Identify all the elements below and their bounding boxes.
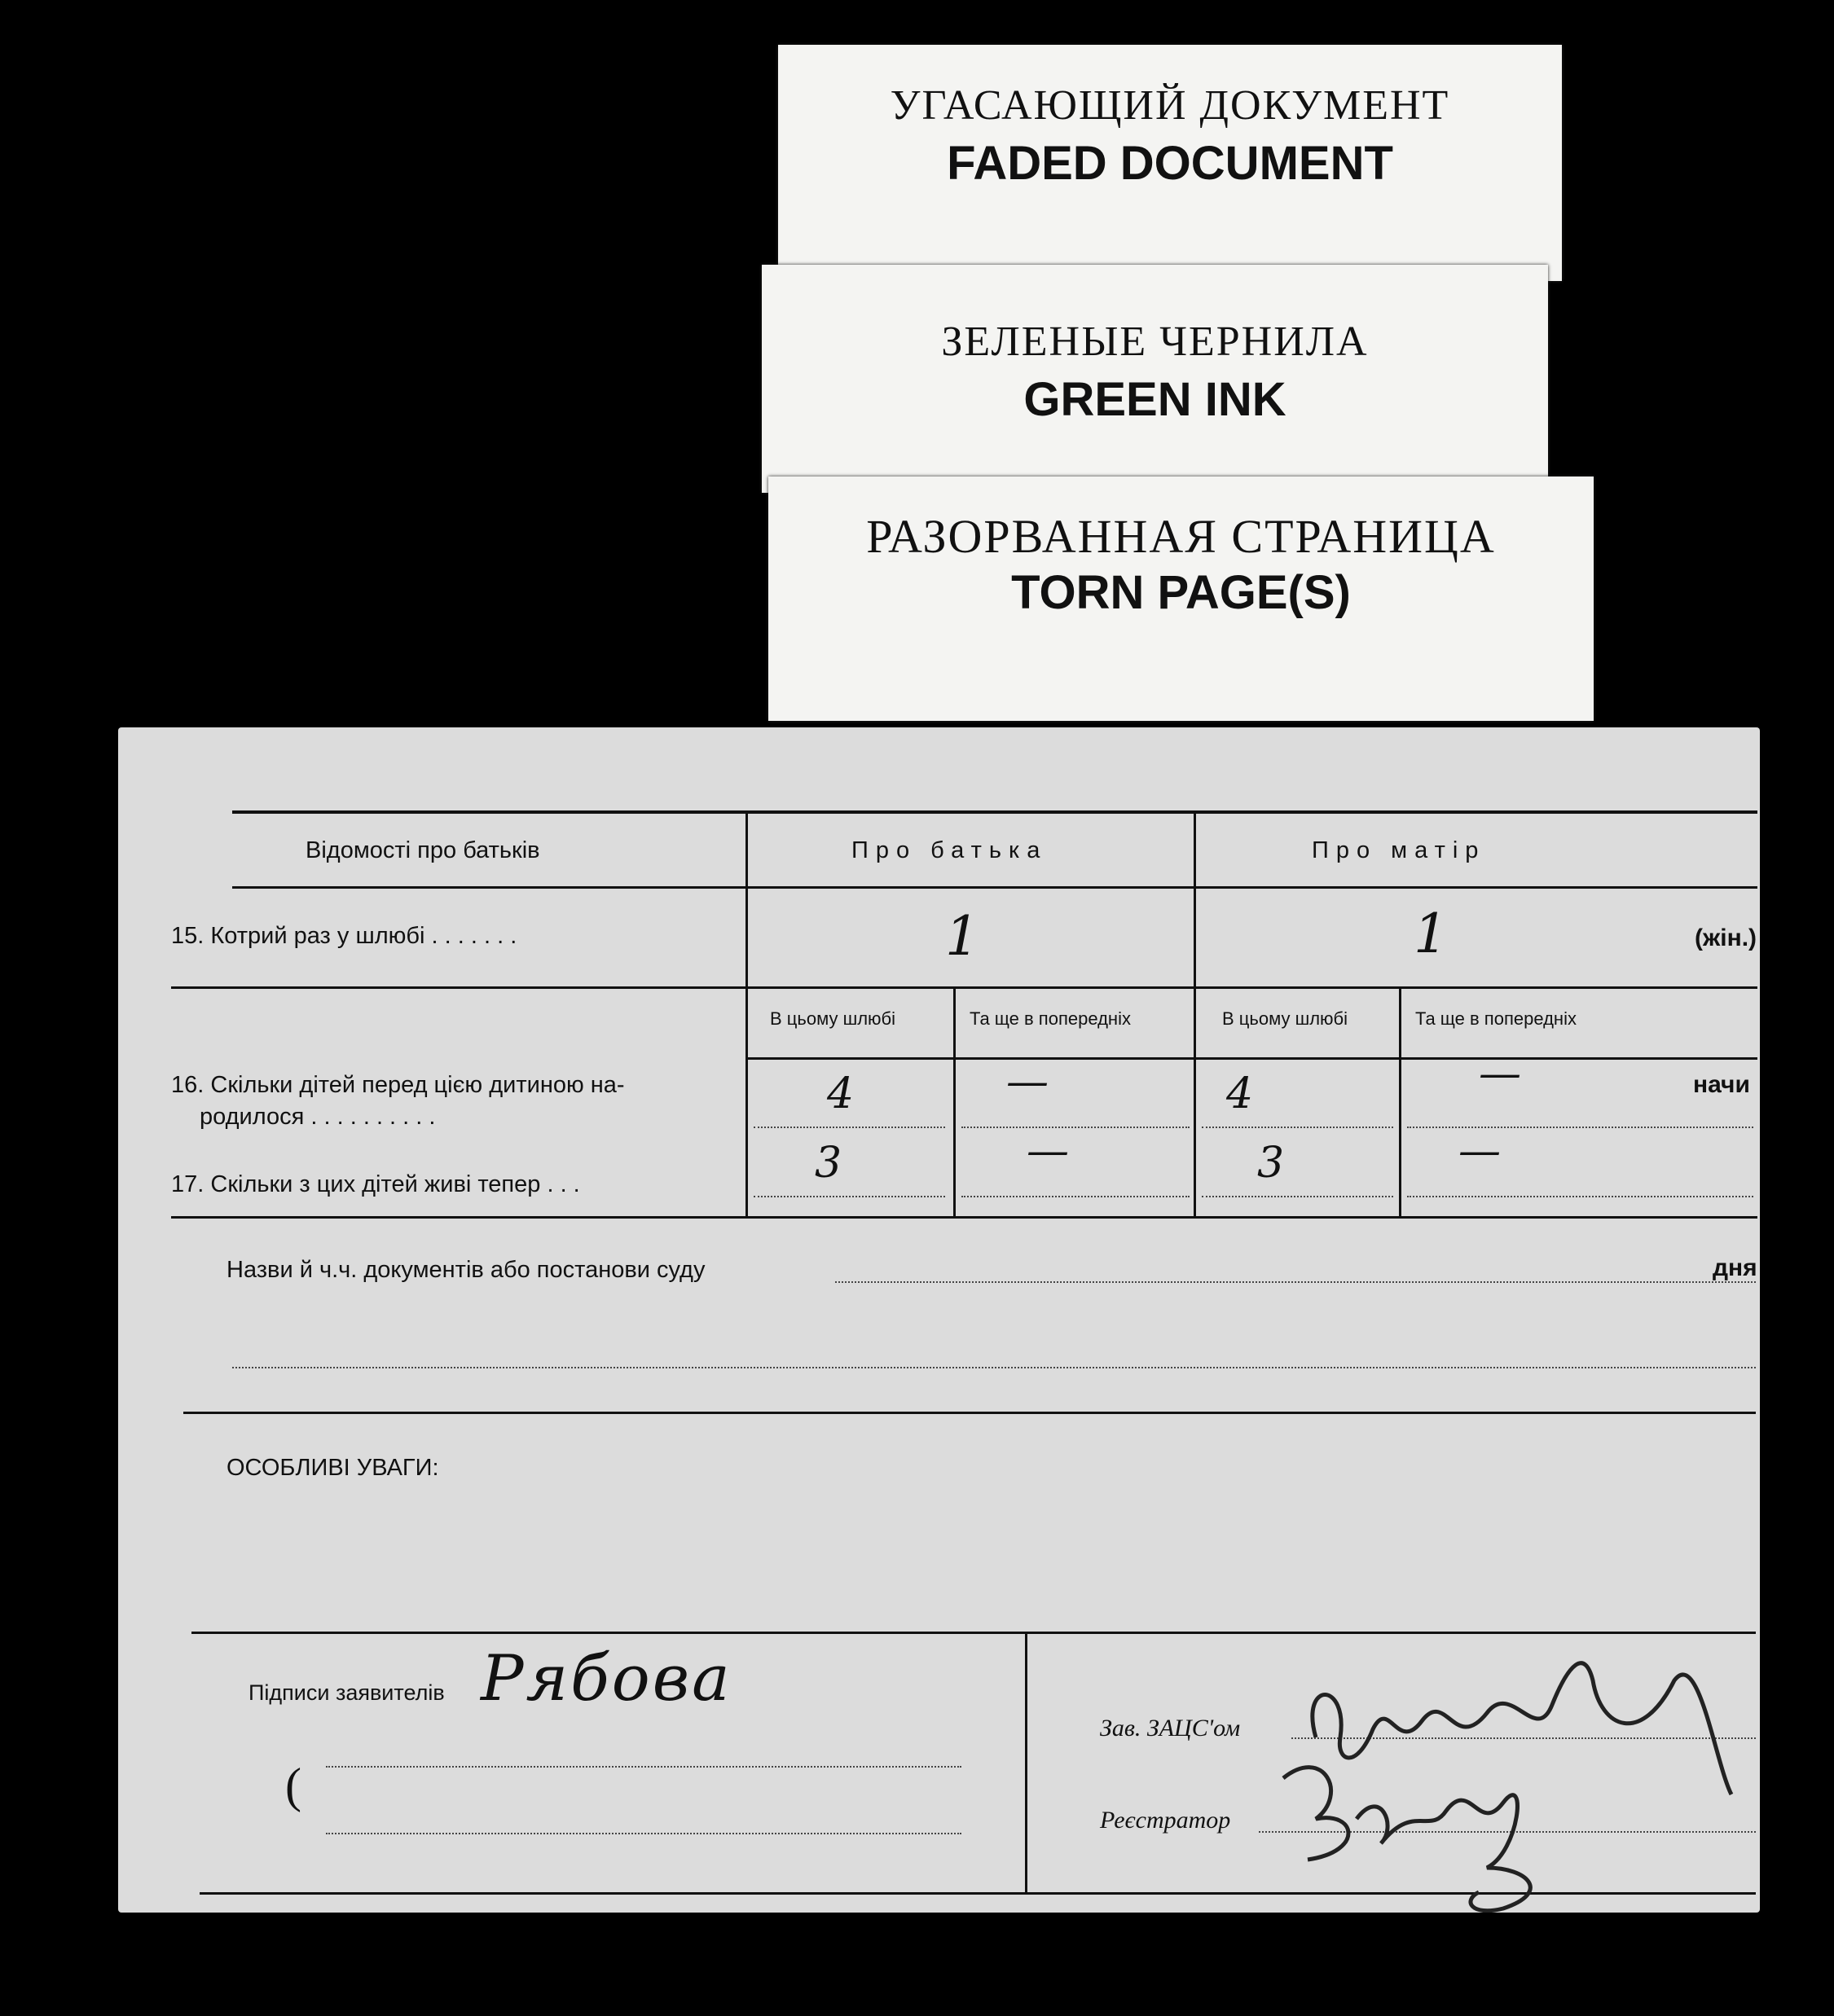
row16-mother-this: 4 [1226,1069,1254,1118]
subheader-mother-this: В цьому шлюбі [1222,1008,1348,1029]
card-english-text: FADED DOCUMENT [947,137,1393,190]
row16-father-this: 4 [827,1069,855,1118]
dotted-line [961,1196,1190,1197]
dotted-line [326,1833,961,1834]
subheader-father-this: В цьому шлюбі [770,1008,896,1029]
dotted-line [1202,1127,1393,1128]
card-english-text: GREEN INK [1023,373,1286,426]
column-divider [1399,986,1401,1216]
row15-mother-value: 1 [1414,903,1448,965]
dotted-line [754,1127,945,1128]
dotted-line [835,1281,1756,1283]
registrar-signature-scribble [1259,1729,1617,1913]
dotted-line [232,1367,1756,1368]
dotted-line [1407,1196,1753,1197]
header-mother: Про матір [1312,837,1486,863]
dotted-line [961,1127,1190,1128]
card-russian-text: ЗЕЛЕНЫЕ ЧЕРНИЛА [941,318,1369,365]
dotted-line [1202,1196,1393,1197]
remarks-label: ОСОБЛИВІ УВАГИ: [227,1455,439,1481]
column-divider [745,810,748,1216]
row16-father-prev: — [1006,1057,1049,1106]
table-bottom-rule [171,1216,1757,1219]
subheader-rule [745,1057,1757,1060]
card-russian-text: УГАСАЮЩИЙ ДОКУМЕНТ [890,82,1450,129]
birth-record-form [118,727,1760,1913]
row17-label: 17. Скільки з цих дітей живі тепер . . . [171,1171,580,1197]
torn-page-card [768,477,1594,721]
applicant-signature-label: Підписи заявителів [248,1680,445,1705]
row15-father-value: 1 [945,905,979,968]
applicant-signature: Рябова [481,1642,732,1715]
edge-fragment: дня [1713,1254,1757,1281]
top-rule [232,810,1757,814]
signature-divider [1025,1632,1027,1892]
card-english-text: TORN PAGE(S) [1011,566,1351,619]
row16-label-line2: родилося . . . . . . . . . . [200,1104,436,1130]
subheader-father-prev: Та ще в попередніх [970,1008,1131,1029]
row16-mother-prev: — [1479,1049,1521,1098]
faded-document-card [778,45,1562,281]
header-father: Про батька [851,837,1048,863]
row16-label-line1: 16. Скільки дітей перед цією дитиною на- [171,1072,625,1098]
edge-fragment: (жін.) [1695,925,1757,951]
row17-mother-this: 3 [1257,1139,1285,1188]
subheader-mother-prev: Та ще в попередніх [1415,1008,1577,1029]
row17-father-this: 3 [815,1139,842,1188]
row17-mother-prev: — [1458,1127,1501,1175]
dotted-line [754,1196,945,1197]
head-of-registry-label: Зав. ЗАЦС'ом [1100,1715,1241,1741]
registrar-label: Реєстратор [1100,1807,1231,1834]
header-rule [232,886,1757,889]
row17-father-prev: — [1027,1127,1069,1175]
bracket-mark: ( [285,1759,301,1812]
green-ink-card [762,265,1548,493]
card-russian-text: РАЗОРВАННАЯ СТРАНИЦА [866,510,1496,563]
row15-rule [171,986,1757,989]
row15-label: 15. Котрий раз у шлюбі . . . . . . . [171,923,517,949]
edge-fragment: начи [1693,1071,1750,1098]
documents-label: Назви й ч.ч. документів або постанови суду [227,1257,706,1283]
header-parents-info: Відомості про батьків [306,837,540,863]
dotted-line [326,1766,961,1768]
column-divider [953,986,956,1216]
column-divider [1194,810,1196,1216]
documents-rule [183,1412,1756,1414]
